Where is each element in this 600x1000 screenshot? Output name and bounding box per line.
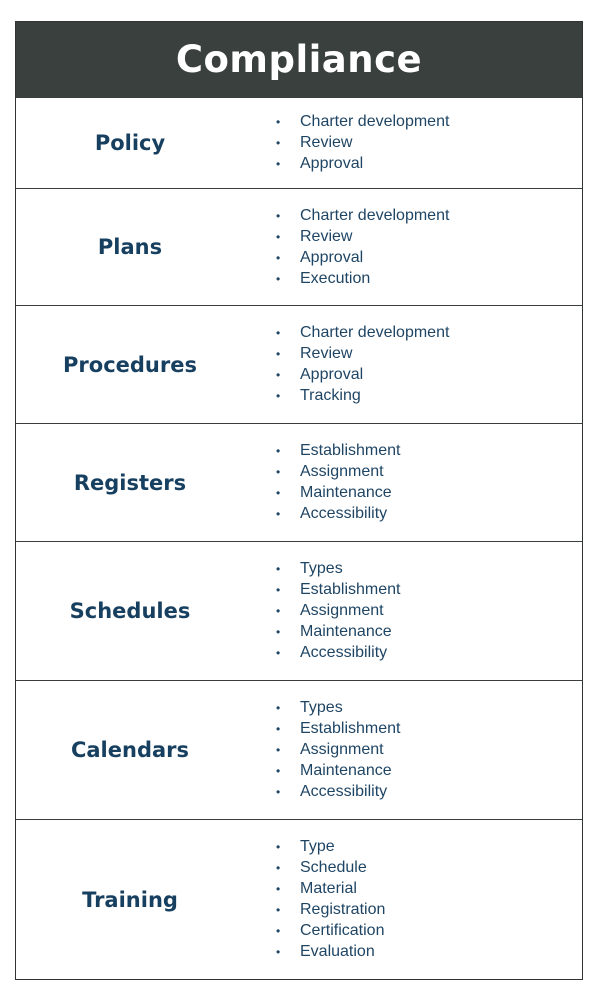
list-item-text: Types [300, 699, 343, 716]
list-item [244, 365, 582, 386]
list-item-text: Assignment [300, 602, 384, 619]
list-item-text: Accessibility [300, 783, 388, 800]
bullet-icon: • [276, 465, 281, 479]
list-item-text: Approval [300, 155, 364, 172]
list-item-text: Approval [300, 366, 364, 383]
bullet-icon: • [276, 389, 281, 403]
list-item-text: Types [300, 560, 343, 577]
row-item-list [244, 542, 582, 680]
row-item-list [244, 189, 582, 305]
row-item-list [244, 98, 582, 188]
row-label: Calendars [70, 738, 190, 762]
row-item-list [244, 306, 582, 423]
list-item [244, 133, 582, 154]
list-item-text: Type [300, 838, 335, 855]
bullet-icon: • [276, 347, 281, 361]
list-item-text: Registration [300, 901, 386, 918]
bullet-icon: • [276, 701, 281, 715]
table-row-plans [16, 188, 582, 305]
bullet-icon: • [276, 562, 281, 576]
list-item [244, 483, 582, 504]
list-item [244, 559, 582, 580]
list-item [244, 226, 582, 247]
bullet-icon: • [276, 722, 281, 736]
table-row-procedures [16, 305, 582, 423]
list-item-text: Review [300, 134, 353, 151]
bullet-icon: • [276, 368, 281, 382]
bullet-icon: • [276, 743, 281, 757]
list-item [244, 504, 582, 525]
list-item [244, 719, 582, 740]
list-item-text: Establishment [300, 581, 401, 598]
bullet-icon: • [276, 625, 281, 639]
row-label: Plans [97, 235, 163, 259]
row-label: Training [82, 887, 178, 912]
row-label: Procedures [63, 352, 197, 377]
bullet-icon: • [276, 861, 281, 875]
list-item-text: Schedule [300, 859, 367, 876]
bullet-icon: • [276, 764, 281, 778]
bullet-icon: • [276, 136, 281, 150]
table-row-schedules [16, 541, 582, 680]
list-item [244, 942, 582, 963]
list-item-text: Maintenance [300, 762, 392, 779]
list-item [244, 462, 582, 483]
row-item-list [244, 820, 582, 979]
table-row-policy [16, 97, 582, 188]
bullet-icon: • [276, 250, 281, 265]
list-item [244, 323, 582, 344]
table-row-calendars [16, 680, 582, 819]
bullet-icon: • [276, 444, 281, 458]
bullet-icon: • [276, 115, 281, 129]
list-item [244, 622, 582, 643]
bullet-icon: • [276, 903, 281, 917]
bullet-icon: • [276, 229, 281, 244]
list-item-text: Review [300, 227, 353, 245]
bullet-icon: • [276, 604, 281, 618]
bullet-icon: • [276, 271, 281, 286]
list-item [244, 441, 582, 462]
list-item-text: Accessibility [300, 644, 388, 661]
list-item [244, 344, 582, 365]
list-item [244, 580, 582, 601]
list-item [244, 247, 582, 268]
list-item-text: Establishment [300, 720, 401, 737]
table-row-registers [16, 423, 582, 541]
row-item-list [244, 424, 582, 541]
table-title: Compliance [175, 38, 423, 81]
compliance-table [15, 21, 583, 980]
list-item [244, 837, 582, 858]
list-item [244, 761, 582, 782]
bullet-icon: • [276, 326, 281, 340]
list-item [244, 879, 582, 900]
list-item [244, 698, 582, 719]
list-item-text: Maintenance [300, 623, 392, 640]
list-item [244, 740, 582, 761]
bullet-icon: • [276, 924, 281, 938]
bullet-icon: • [276, 785, 281, 799]
list-item-text: Charter development [300, 206, 450, 224]
list-item [244, 154, 582, 175]
bullet-icon: • [276, 945, 281, 959]
table-row-training [16, 819, 582, 979]
list-item-text: Tracking [300, 387, 361, 404]
list-item [244, 268, 582, 289]
list-item [244, 643, 582, 664]
row-label: Policy [94, 131, 166, 155]
list-item-text: Approval [300, 248, 364, 266]
list-item [244, 601, 582, 622]
title-bar [16, 22, 582, 97]
row-label: Schedules [69, 599, 191, 623]
bullet-icon: • [276, 840, 281, 854]
bullet-icon: • [276, 486, 281, 500]
list-item-text: Maintenance [300, 484, 392, 501]
row-item-list [244, 681, 582, 819]
list-item [244, 782, 582, 803]
row-label: Registers [73, 470, 187, 495]
list-item [244, 921, 582, 942]
list-item [244, 858, 582, 879]
list-item-text: Execution [300, 269, 371, 287]
list-item-text: Charter development [300, 324, 450, 341]
list-item-text: Accessibility [300, 505, 388, 522]
list-item-text: Material [300, 880, 357, 897]
list-item-text: Review [300, 345, 353, 362]
bullet-icon: • [276, 208, 281, 223]
bullet-icon: • [276, 507, 281, 521]
list-item-text: Charter development [300, 113, 450, 130]
list-item-text: Establishment [300, 442, 401, 459]
list-item [244, 900, 582, 921]
bullet-icon: • [276, 583, 281, 597]
bullet-icon: • [276, 882, 281, 896]
list-item-text: Assignment [300, 463, 384, 480]
list-item-text: Certification [300, 922, 385, 939]
bullet-icon: • [276, 157, 281, 171]
list-item-text: Assignment [300, 741, 384, 758]
list-item [244, 112, 582, 133]
bullet-icon: • [276, 646, 281, 660]
list-item [244, 205, 582, 226]
list-item [244, 386, 582, 407]
list-item-text: Evaluation [300, 943, 375, 960]
